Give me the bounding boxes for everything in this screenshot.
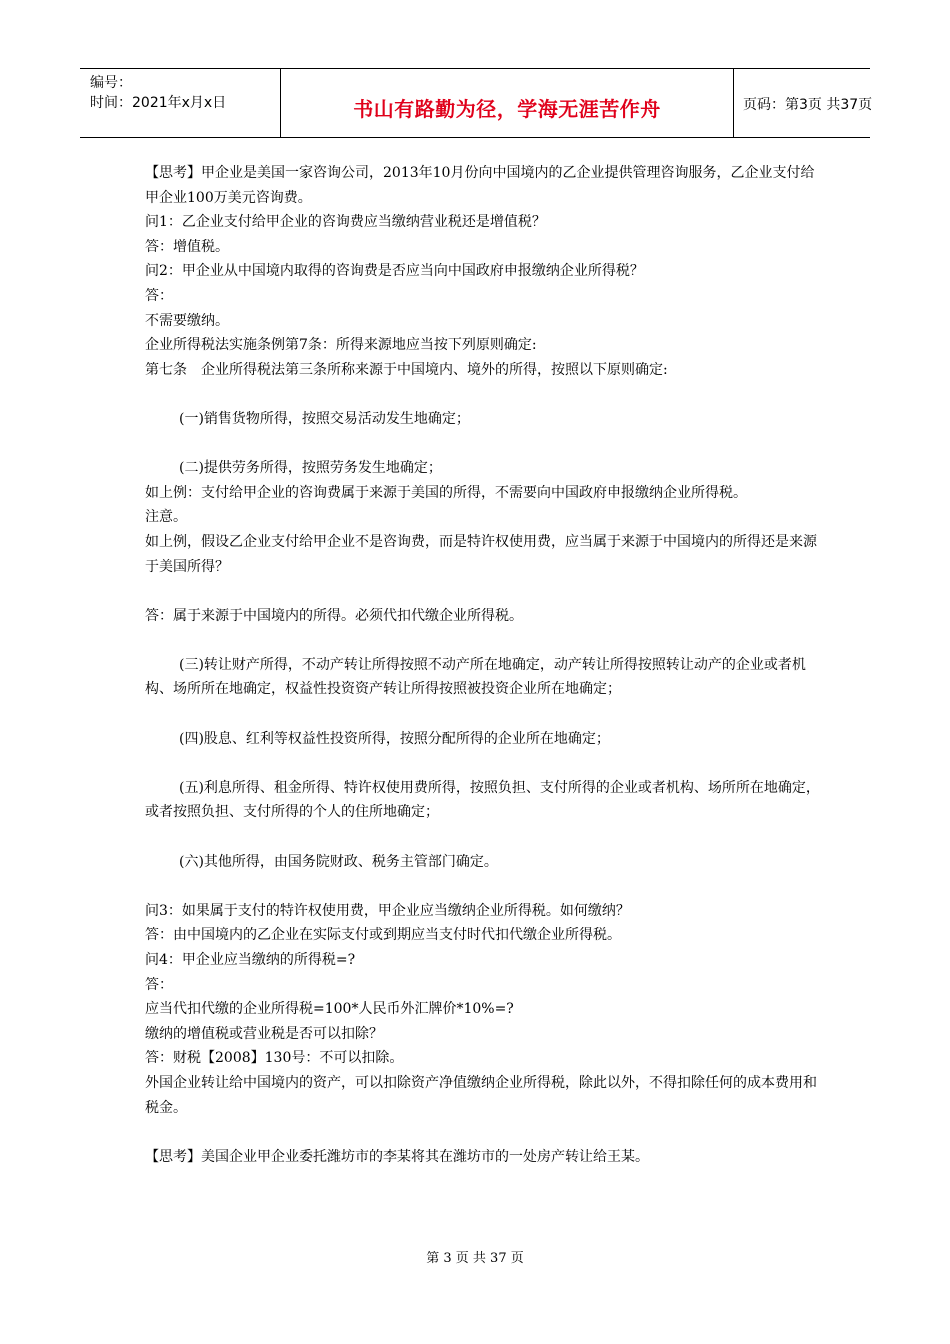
paragraph: 问4：甲企业应当缴纳的所得税=? xyxy=(145,952,356,968)
document-code-label: 编号： xyxy=(90,75,132,91)
motto-text: 书山有路勤为径，学海无涯苦作舟 xyxy=(353,97,661,121)
header-page-cell xyxy=(733,69,873,137)
paragraph: 第七条 企业所得税法第三条所称来源于中国境内、境外的所得，按照以下原则确定: xyxy=(145,361,668,378)
paragraph: 应当代扣代缴的企业所得税=100*人民币外汇牌价*10%=? xyxy=(145,1001,514,1018)
paragraph: 不需要缴纳。 xyxy=(145,312,229,329)
paragraph: 答： xyxy=(145,976,173,993)
paragraph: 答：增值税。 xyxy=(145,238,229,255)
paragraph: (三)转让财产所得，不动产转让所得按照不动产所在地确定，动产转让所得按照转让动产的企业或者机构、场所所在地确定，权益性投资资产转让所得按照被投资企业所在地确定； xyxy=(145,656,806,698)
paragraph: 答：由中国境内的乙企业在实际支付或到期应当支付时代扣代缴企业所得税。 xyxy=(145,927,621,944)
paragraph: 外国企业转让给中国境内的资产，可以扣除资产净值缴纳企业所得税，除此以外，不得扣除任何的成本费用和税金。 xyxy=(145,1074,817,1116)
paragraph: 答：财税【2008】130号：不可以扣除。 xyxy=(145,1050,404,1067)
document-date-label: 时间：2021年x月x日 xyxy=(90,95,227,111)
paragraph: (五)利息所得、租金所得、特许权使用费所得，按照负担、支付所得的企业或者机构、场所所在地确定，或者按照负担、支付所得的个人的住所地确定； xyxy=(145,779,820,821)
paragraph: 问2：甲企业从中国境内取得的咨询费是否应当向中国政府申报缴纳企业所得税？ xyxy=(145,263,644,280)
header-motto-cell xyxy=(280,69,734,137)
paragraph: (四)股息、红利等权益性投资所得，按照分配所得的企业所在地确定； xyxy=(179,730,610,747)
document-body xyxy=(145,161,825,1169)
paragraph: 答： xyxy=(145,287,173,304)
paragraph: 【思考】甲企业是美国一家咨询公司，2013年10月份向中国境内的乙企业提供管理咨询服务，乙企业支付给甲企业100万美元咨询费。 xyxy=(145,165,815,206)
paragraph: 如上例，假设乙企业支付给甲企业不是咨询费，而是特许权使用费，应当属于来源于中国境内的所得还是来源于美国所得？ xyxy=(145,533,817,575)
paragraph: (六)其他所得，由国务院财政、税务主管部门确定。 xyxy=(179,853,498,870)
page-header xyxy=(80,68,873,138)
paragraph: (一)销售货物所得，按照交易活动发生地确定； xyxy=(179,410,470,427)
header-meta-cell xyxy=(80,69,280,137)
paragraph: 注意。 xyxy=(145,509,187,526)
header-page-number: 页码：第3页 共37页 xyxy=(743,97,873,113)
page-footer: 第 3 页 共 37 页 xyxy=(426,1251,524,1266)
paragraph: 缴纳的增值税或营业税是否可以扣除？ xyxy=(145,1025,383,1042)
paragraph: 问1：乙企业支付给甲企业的咨询费应当缴纳营业税还是增值税？ xyxy=(145,214,546,231)
paragraph: 【思考】美国企业甲企业委托潍坊市的李某将其在潍坊市的一处房产转让给王某。 xyxy=(145,1148,649,1165)
paragraph: 企业所得税法实施条例第7条：所得来源地应当按下列原则确定: xyxy=(145,337,537,354)
paragraph: 问3：如果属于支付的特许权使用费，甲企业应当缴纳企业所得税。如何缴纳？ xyxy=(145,902,630,919)
paragraph: 如上例：支付给甲企业的咨询费属于来源于美国的所得，不需要向中国政府申报缴纳企业所得税。 xyxy=(145,484,747,501)
paragraph: (二)提供劳务所得，按照劳务发生地确定； xyxy=(179,460,442,477)
paragraph: 答：属于来源于中国境内的所得。必须代扣代缴企业所得税。 xyxy=(145,607,523,624)
